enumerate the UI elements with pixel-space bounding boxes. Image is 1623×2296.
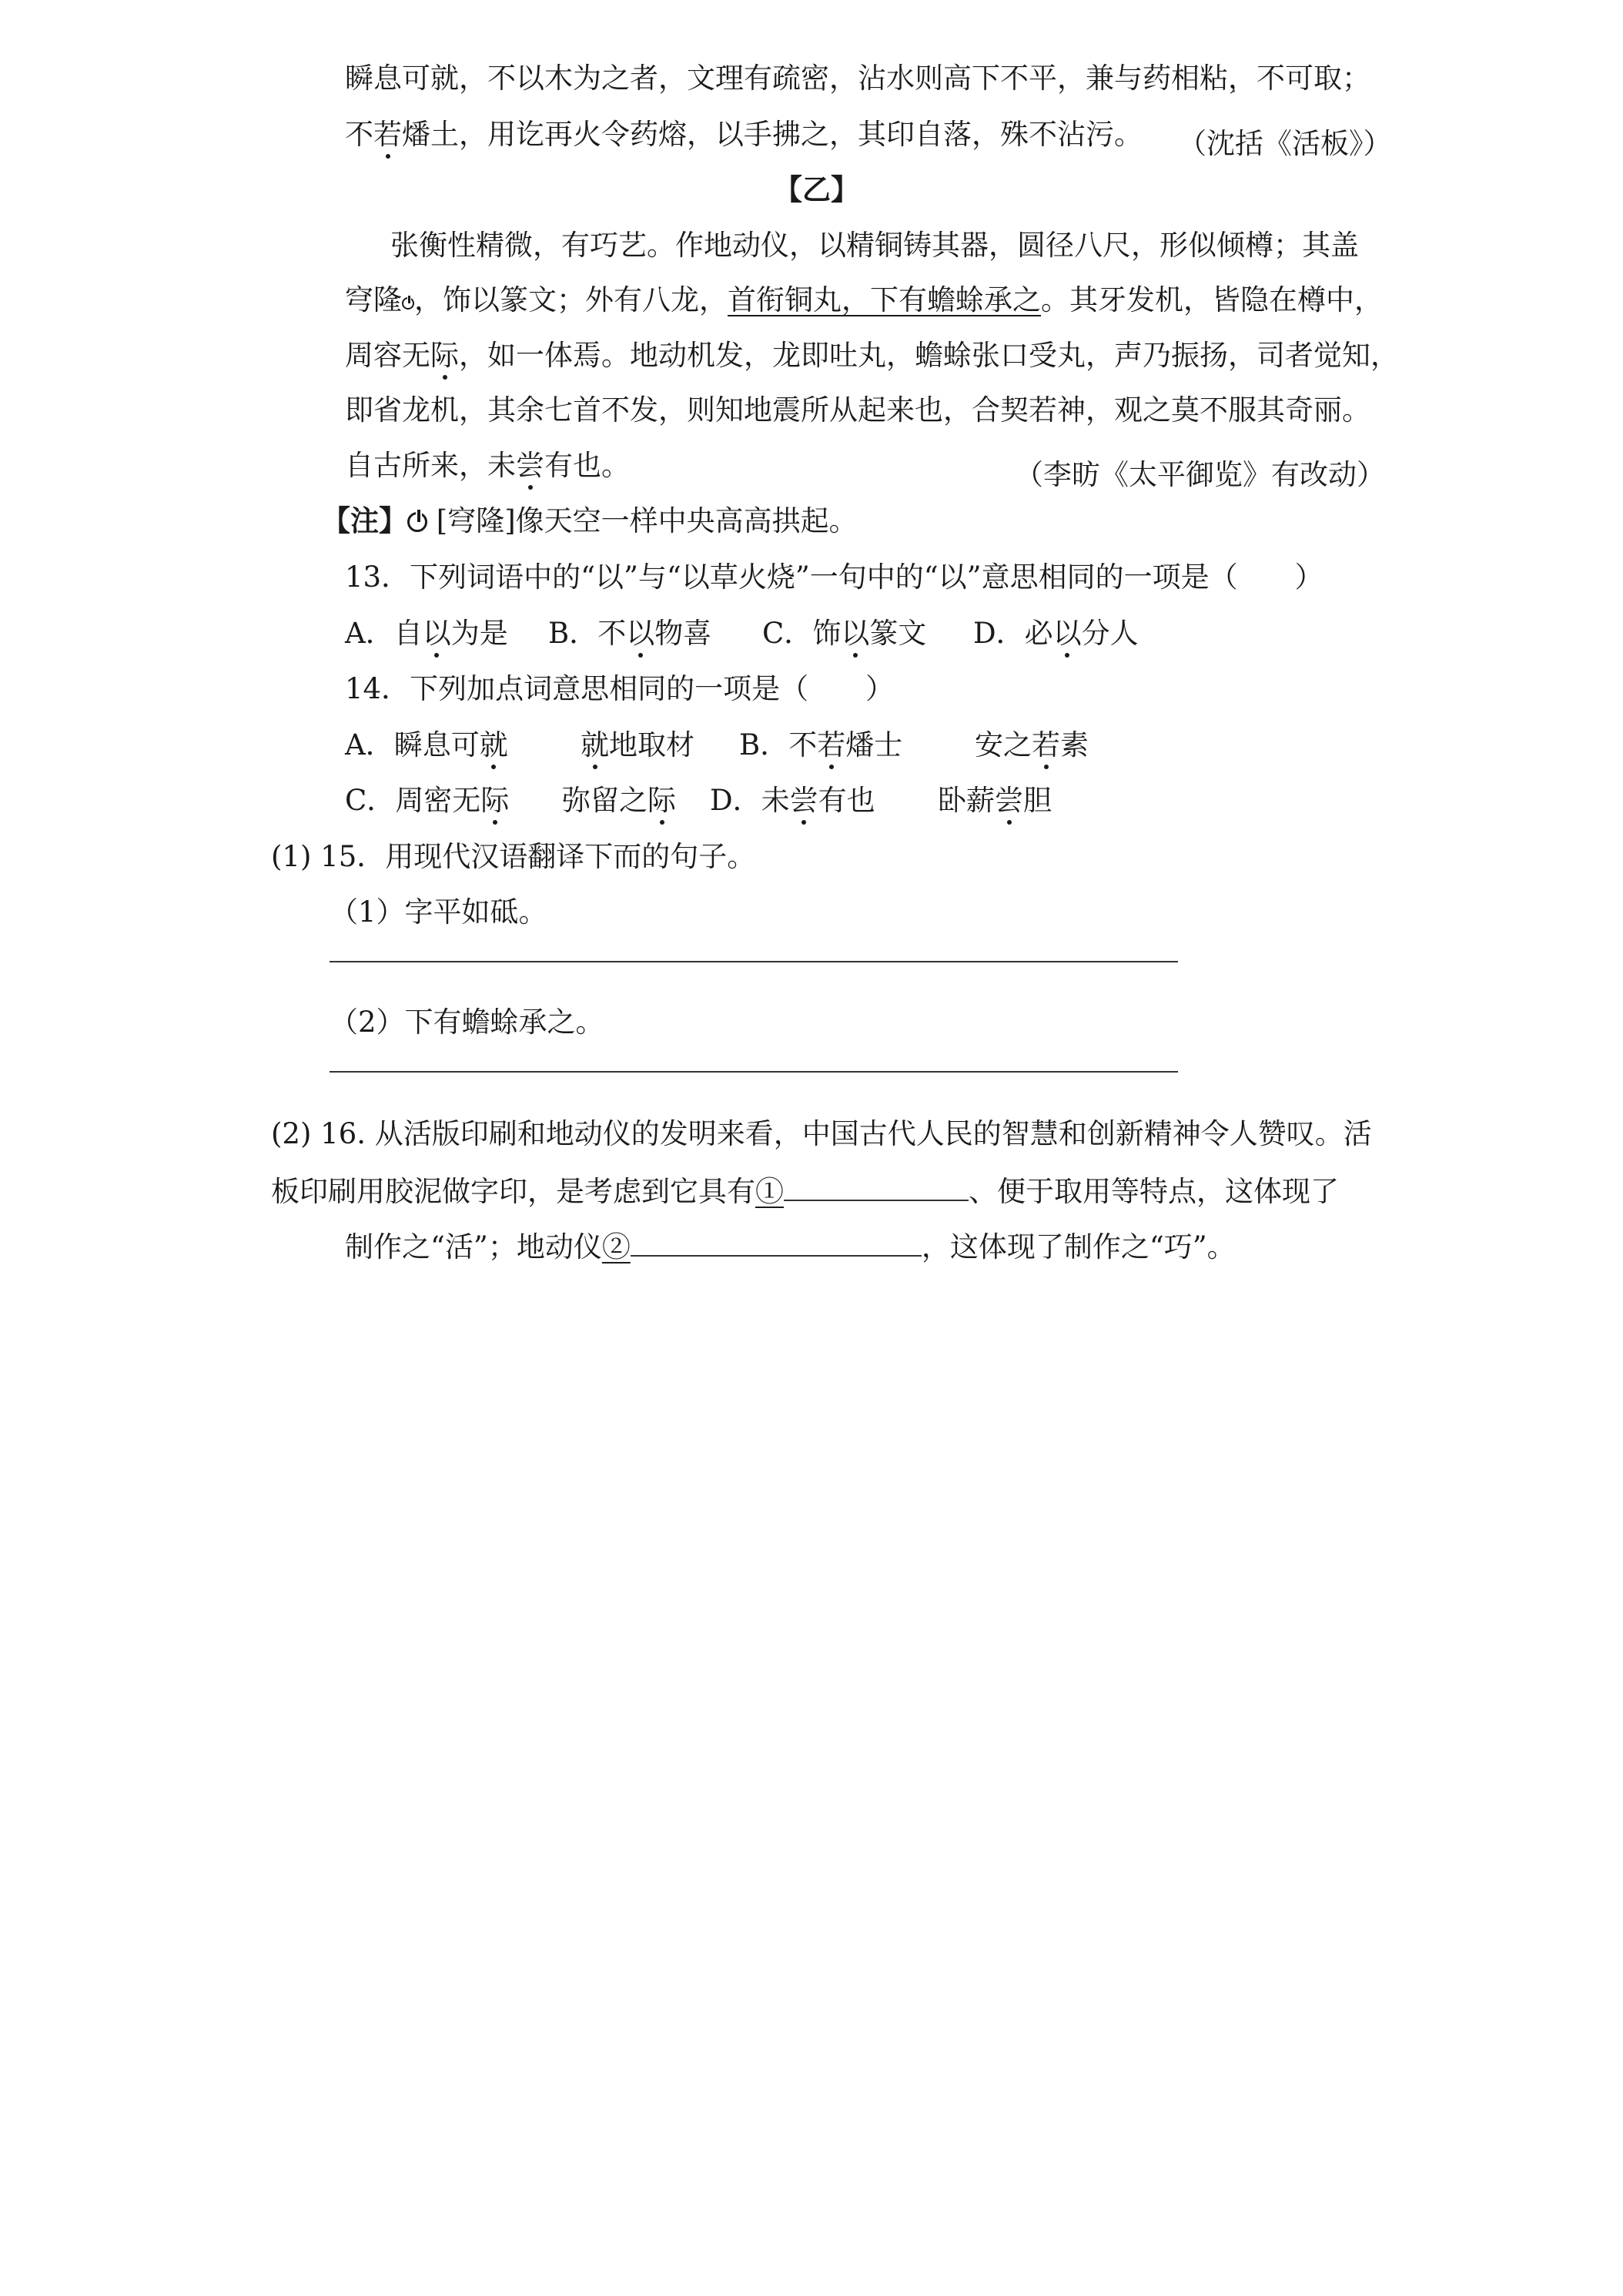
- emphasis-dot-char: 若: [373, 118, 402, 151]
- emphasis-dot-char: 尝: [516, 449, 544, 482]
- q15-answer-line-1[interactable]: [330, 961, 1178, 962]
- passage-a-line-2: 不若燔土，用讫再火令药熔，以手拂之，其印自落，殊不沾污。: [345, 118, 1143, 151]
- emphasis-dot-char: 际: [430, 339, 459, 372]
- q13-option-c[interactable]: C．饰以篆文: [762, 617, 927, 650]
- q15-stem: (1) 15．用现代汉语翻译下而的句子。: [271, 840, 756, 873]
- footnote: 【注】 [穹隆]像天空一样中央高高拱起。: [322, 504, 858, 537]
- passage-b-source: （李昉《太平御览》有改动）: [1015, 458, 1385, 491]
- q16-line-1: (2) 16. 从活版印刷和地动仪的发明来看，中国古代人民的智慧和创新精神令人赞叹。活: [271, 1117, 1372, 1150]
- passage-b-line-4: 即省龙机，其余七首不发，则知地震所从起来也，合契若神，观之莫不服其奇丽。: [345, 393, 1370, 427]
- q15-sentence-1: （1）字平如砥。: [330, 895, 547, 929]
- blank-1-input[interactable]: [784, 1176, 969, 1201]
- q16-line-3: 制作之“活”；地动仪② ，这体现了制作之“巧”。: [345, 1230, 1236, 1263]
- q13-option-a[interactable]: A．自以为是: [345, 617, 508, 650]
- q16-line-2: 板印刷用胶泥做字印，是考虑到它具有① 、便于取用等特点，这体现了: [271, 1175, 1339, 1208]
- q15-answer-line-2[interactable]: [330, 1071, 1178, 1073]
- blank-2-input[interactable]: [631, 1232, 922, 1257]
- q14-option-a[interactable]: A．瞬息可就: [345, 728, 508, 761]
- q13-option-d[interactable]: D．必以分人: [973, 617, 1139, 650]
- q15-sentence-2: （2）下有蟾蜍承之。: [330, 1006, 604, 1039]
- passage-b-line-1: 张衡性精微，有巧艺。作地动仪，以精铜铸其器，圆径八尺，形似倾樽；其盖: [390, 229, 1359, 262]
- q13-stem: 13．下列词语中的“以”与“以草火烧”一句中的“以”意思相同的一项是（ ）: [345, 561, 1323, 594]
- q14-option-a-2: 就地取材: [581, 728, 694, 761]
- passage-a-line-1: 瞬息可就，不以木为之者，文理有疏密，沾水则高下不平，兼与药相粘，不可取；: [345, 62, 1370, 95]
- q14-option-b[interactable]: B．不若燔士: [739, 728, 903, 761]
- passage-b-line-2: 穹隆 ，饰以篆文；外有八龙，首衔铜丸，下有蟾蜍承之。其牙发机，皆隐在樽中，: [345, 283, 1383, 316]
- q13-option-b[interactable]: B．不以物喜: [548, 617, 712, 650]
- passage-b-line-3: 周容无际，如一体焉。地动机发，龙即吐丸，蟾蜍张口受丸，声乃振扬，司者觉知，: [345, 339, 1399, 372]
- q14-stem: 14．下列加点词意思相同的一项是（ ）: [345, 672, 895, 705]
- passage-b-heading: 【乙】: [774, 172, 859, 206]
- footnote-1-icon: [402, 297, 414, 310]
- footnote-1-icon: [407, 512, 427, 532]
- blank-1-mark: ①: [755, 1175, 784, 1208]
- blank-2-mark: ②: [601, 1230, 631, 1263]
- underlined-sentence: 首衔铜丸，下有蟾蜍承之: [728, 283, 1041, 316]
- q14-option-b-2: 安之若素: [975, 728, 1089, 761]
- q14-option-d-2: 卧薪尝胆: [938, 784, 1052, 817]
- passage-b-line-5: 自古所来，未尝有也。: [345, 449, 630, 482]
- q14-option-c[interactable]: C．周密无际: [345, 784, 510, 817]
- q14-option-c-2: 弥留之际: [562, 784, 676, 817]
- q14-option-d[interactable]: D．未尝有也: [710, 784, 875, 817]
- passage-a-source: （沈括《活板》）: [1178, 127, 1392, 160]
